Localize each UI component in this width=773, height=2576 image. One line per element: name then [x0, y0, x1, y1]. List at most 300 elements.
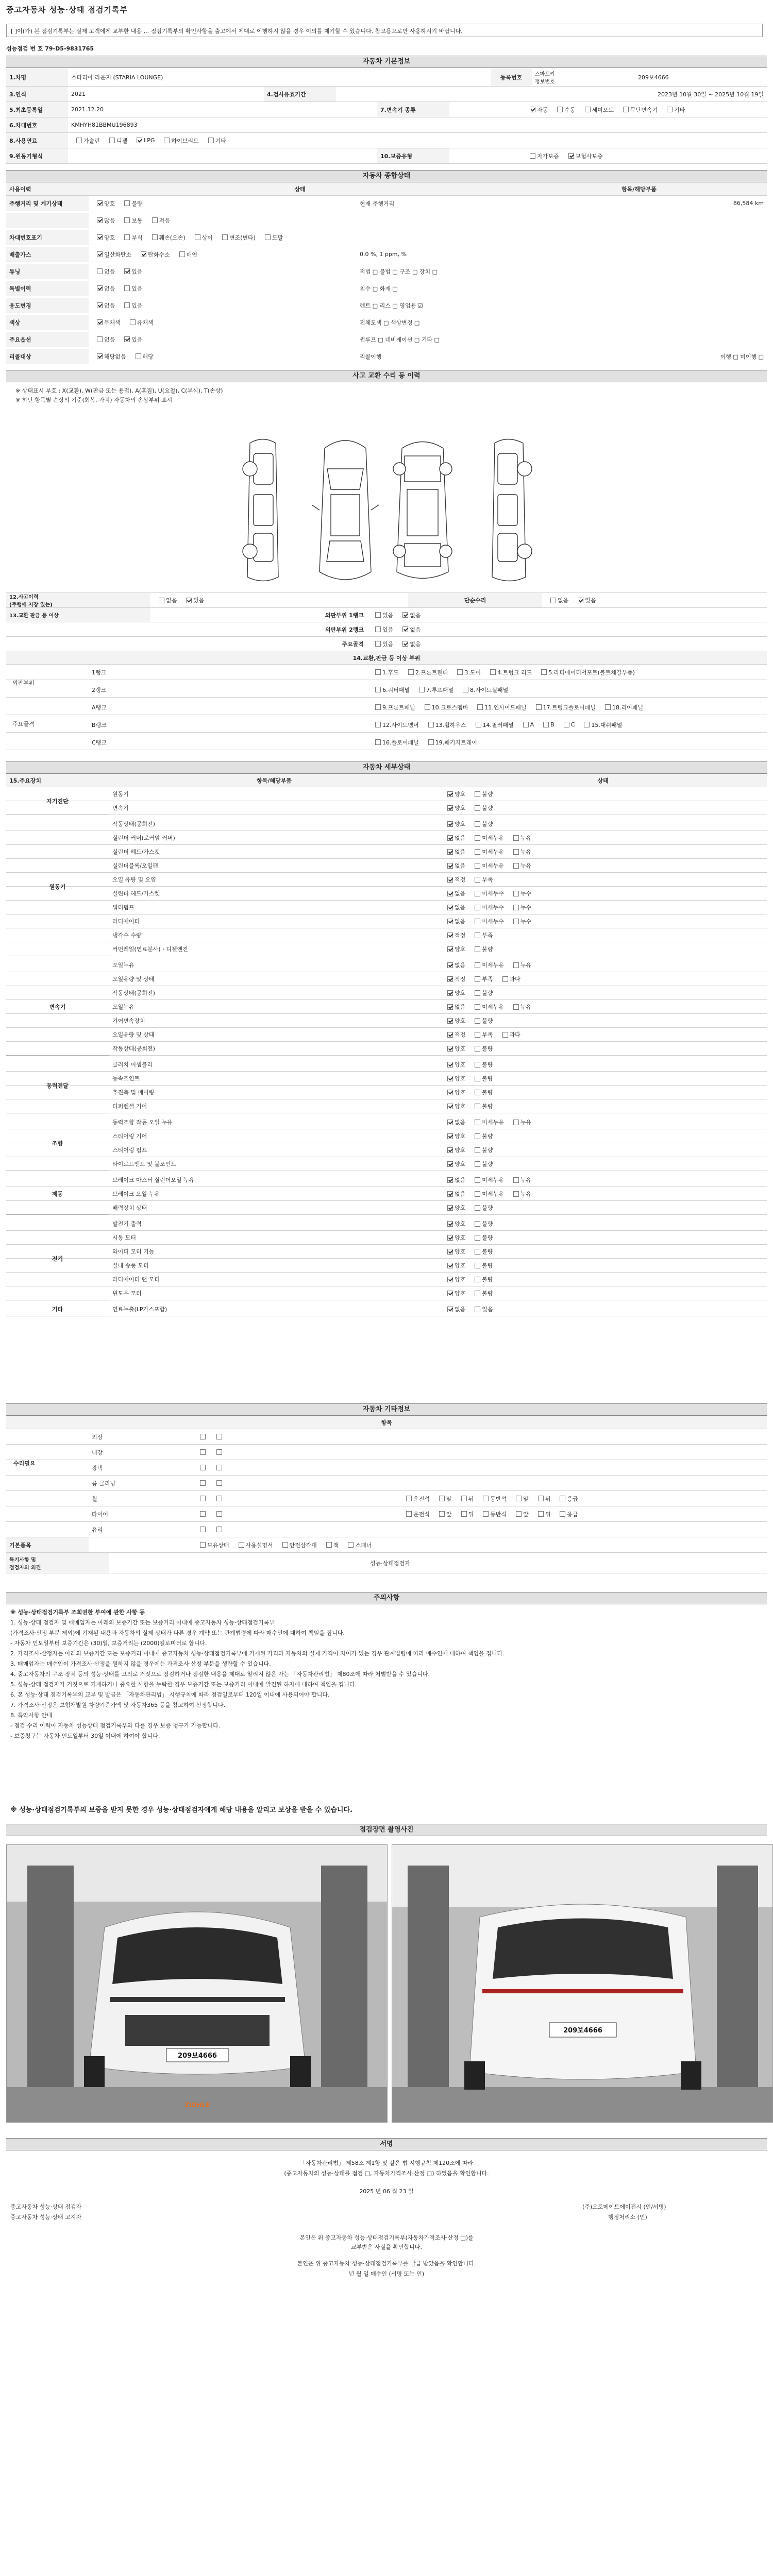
- checkbox-icon[interactable]: [475, 805, 480, 811]
- checkbox-option[interactable]: [211, 1434, 224, 1439]
- checkbox-option[interactable]: [442, 1003, 465, 1011]
- checkbox-icon[interactable]: [216, 1511, 222, 1517]
- checkbox-icon[interactable]: [475, 791, 480, 797]
- checkbox-icon[interactable]: [513, 1191, 519, 1197]
- checkbox-icon[interactable]: [667, 107, 673, 112]
- checkbox-icon[interactable]: [375, 626, 381, 632]
- checkbox-option[interactable]: [469, 1074, 493, 1082]
- checkbox-icon[interactable]: [564, 722, 569, 727]
- checkbox-option[interactable]: [370, 668, 399, 676]
- checkbox-icon[interactable]: [475, 1161, 480, 1167]
- checkbox-option[interactable]: [442, 1305, 465, 1313]
- checkbox-option[interactable]: [442, 975, 465, 983]
- checkbox-icon[interactable]: [375, 704, 381, 710]
- checkbox-option[interactable]: [508, 1176, 531, 1184]
- checkbox-option[interactable]: [442, 820, 465, 828]
- checkbox-option[interactable]: [508, 1003, 531, 1011]
- checkbox-option[interactable]: [508, 961, 531, 969]
- checkbox-icon[interactable]: [447, 1291, 453, 1296]
- checkbox-icon[interactable]: [447, 1249, 453, 1255]
- checkbox-icon[interactable]: [402, 626, 408, 632]
- checkbox-icon[interactable]: [200, 1449, 206, 1455]
- checkbox-option[interactable]: [92, 199, 115, 208]
- checkbox-option[interactable]: [485, 668, 532, 676]
- checkbox-icon[interactable]: [124, 336, 130, 342]
- checkbox-icon[interactable]: [461, 1496, 467, 1501]
- checkbox-option[interactable]: [104, 137, 127, 145]
- checkbox-option[interactable]: [508, 1190, 531, 1198]
- checkbox-option[interactable]: [195, 1465, 207, 1470]
- checkbox-option[interactable]: [469, 861, 504, 870]
- checkbox-icon[interactable]: [447, 1018, 453, 1024]
- checkbox-option[interactable]: [469, 1204, 493, 1212]
- checkbox-icon[interactable]: [541, 669, 547, 675]
- checkbox-option[interactable]: [92, 335, 115, 344]
- checkbox-icon[interactable]: [152, 234, 158, 240]
- checkbox-icon[interactable]: [475, 946, 480, 952]
- checkbox-icon[interactable]: [477, 704, 483, 710]
- checkbox-icon[interactable]: [447, 976, 453, 982]
- checkbox-option[interactable]: [469, 903, 504, 911]
- checkbox-icon[interactable]: [447, 849, 453, 855]
- checkbox-option[interactable]: [442, 861, 465, 870]
- checkbox-option[interactable]: [442, 1016, 465, 1025]
- checkbox-option[interactable]: [469, 1060, 493, 1069]
- checkbox-icon[interactable]: [475, 1307, 480, 1312]
- checkbox-icon[interactable]: [447, 1147, 453, 1153]
- checkbox-option[interactable]: [119, 199, 142, 208]
- checkbox-option[interactable]: [442, 1160, 465, 1168]
- checkbox-icon[interactable]: [216, 1449, 222, 1455]
- checkbox-option[interactable]: [472, 703, 526, 711]
- checkbox-option[interactable]: [469, 1305, 493, 1313]
- checkbox-option[interactable]: [423, 721, 466, 729]
- checkbox-option[interactable]: [174, 250, 197, 259]
- checkbox-option[interactable]: [414, 686, 453, 694]
- checkbox-option[interactable]: [442, 1247, 465, 1256]
- checkbox-icon[interactable]: [447, 1235, 453, 1241]
- checkbox-option[interactable]: [119, 284, 142, 293]
- checkbox-option[interactable]: [442, 917, 465, 925]
- checkbox-icon[interactable]: [475, 1249, 480, 1255]
- checkbox-option[interactable]: [195, 1434, 207, 1439]
- checkbox-option[interactable]: [442, 1088, 465, 1096]
- checkbox-icon[interactable]: [326, 1542, 332, 1548]
- checkbox-option[interactable]: [525, 152, 559, 160]
- checkbox-icon[interactable]: [447, 962, 453, 968]
- checkbox-option[interactable]: [442, 1204, 465, 1212]
- checkbox-icon[interactable]: [475, 1076, 480, 1081]
- checkbox-icon[interactable]: [419, 687, 425, 692]
- checkbox-icon[interactable]: [475, 1147, 480, 1153]
- checkbox-option[interactable]: [195, 1480, 207, 1486]
- checkbox-option[interactable]: [343, 1541, 372, 1549]
- checkbox-option[interactable]: [554, 1510, 578, 1518]
- checkbox-icon[interactable]: [513, 835, 519, 841]
- checkbox-icon[interactable]: [375, 722, 381, 727]
- checkbox-option[interactable]: [525, 106, 548, 114]
- checkbox-icon[interactable]: [208, 138, 214, 143]
- checkbox-icon[interactable]: [447, 1120, 453, 1125]
- checkbox-option[interactable]: [469, 1044, 493, 1053]
- checkbox-option[interactable]: [370, 611, 393, 619]
- checkbox-option[interactable]: [573, 596, 596, 604]
- checkbox-option[interactable]: [469, 1030, 493, 1039]
- checkbox-option[interactable]: [469, 931, 493, 939]
- checkbox-icon[interactable]: [375, 669, 381, 675]
- checkbox-option[interactable]: [147, 233, 186, 242]
- checkbox-icon[interactable]: [475, 821, 480, 827]
- checkbox-icon[interactable]: [475, 1018, 480, 1024]
- checkbox-option[interactable]: [469, 917, 504, 925]
- checkbox-option[interactable]: [442, 834, 465, 842]
- checkbox-icon[interactable]: [136, 353, 141, 359]
- checkbox-option[interactable]: [442, 1060, 465, 1069]
- checkbox-icon[interactable]: [475, 891, 480, 896]
- checkbox-option[interactable]: [92, 267, 115, 276]
- checkbox-icon[interactable]: [585, 107, 591, 112]
- checkbox-icon[interactable]: [476, 722, 481, 727]
- checkbox-icon[interactable]: [523, 722, 529, 727]
- checkbox-option[interactable]: [277, 1541, 317, 1549]
- checkbox-icon[interactable]: [447, 1090, 453, 1095]
- checkbox-option[interactable]: [442, 1146, 465, 1154]
- checkbox-option[interactable]: [119, 233, 142, 242]
- checkbox-icon[interactable]: [475, 1062, 480, 1067]
- checkbox-icon[interactable]: [97, 285, 103, 291]
- checkbox-option[interactable]: [397, 611, 421, 619]
- checkbox-option[interactable]: [469, 1118, 504, 1126]
- checkbox-option[interactable]: [458, 686, 508, 694]
- checkbox-icon[interactable]: [402, 641, 408, 647]
- checkbox-icon[interactable]: [483, 1496, 489, 1501]
- checkbox-option[interactable]: [469, 1146, 493, 1154]
- checkbox-icon[interactable]: [402, 612, 408, 618]
- checkbox-icon[interactable]: [447, 1263, 453, 1268]
- checkbox-option[interactable]: [71, 137, 100, 145]
- checkbox-icon[interactable]: [164, 138, 170, 143]
- checkbox-option[interactable]: [260, 233, 283, 242]
- checkbox-option[interactable]: [580, 106, 614, 114]
- checkbox-icon[interactable]: [200, 1527, 206, 1532]
- checkbox-option[interactable]: [469, 1219, 493, 1228]
- checkbox-option[interactable]: [442, 1074, 465, 1082]
- checkbox-option[interactable]: [511, 1510, 529, 1518]
- checkbox-option[interactable]: [508, 1118, 531, 1126]
- checkbox-icon[interactable]: [447, 946, 453, 952]
- checkbox-icon[interactable]: [109, 138, 115, 143]
- checkbox-icon[interactable]: [502, 976, 508, 982]
- checkbox-option[interactable]: [452, 668, 481, 676]
- checkbox-icon[interactable]: [447, 891, 453, 896]
- checkbox-option[interactable]: [469, 1190, 504, 1198]
- checkbox-option[interactable]: [434, 1495, 452, 1503]
- checkbox-icon[interactable]: [475, 1032, 480, 1038]
- checkbox-icon[interactable]: [216, 1527, 222, 1532]
- checkbox-icon[interactable]: [475, 1235, 480, 1241]
- checkbox-icon[interactable]: [97, 353, 103, 359]
- checkbox-option[interactable]: [508, 834, 531, 842]
- checkbox-option[interactable]: [456, 1510, 474, 1518]
- checkbox-option[interactable]: [442, 790, 465, 798]
- checkbox-icon[interactable]: [530, 107, 535, 112]
- checkbox-option[interactable]: [195, 1527, 207, 1532]
- checkbox-icon[interactable]: [475, 1104, 480, 1109]
- checkbox-option[interactable]: [497, 975, 520, 983]
- checkbox-option[interactable]: [211, 1527, 224, 1532]
- checkbox-icon[interactable]: [375, 612, 381, 618]
- checkbox-icon[interactable]: [200, 1480, 206, 1486]
- checkbox-option[interactable]: [403, 668, 448, 676]
- checkbox-icon[interactable]: [536, 704, 542, 710]
- checkbox-icon[interactable]: [475, 976, 480, 982]
- checkbox-icon[interactable]: [457, 669, 463, 675]
- checkbox-option[interactable]: [518, 721, 534, 728]
- checkbox-option[interactable]: [442, 1102, 465, 1110]
- checkbox-icon[interactable]: [200, 1511, 206, 1517]
- checkbox-icon[interactable]: [584, 722, 590, 727]
- checkbox-option[interactable]: [579, 721, 622, 729]
- checkbox-option[interactable]: [119, 301, 142, 310]
- checkbox-icon[interactable]: [439, 1511, 445, 1517]
- checkbox-option[interactable]: [370, 738, 419, 747]
- checkbox-option[interactable]: [469, 1275, 493, 1283]
- checkbox-option[interactable]: [469, 820, 493, 828]
- checkbox-icon[interactable]: [425, 704, 430, 710]
- checkbox-icon[interactable]: [463, 687, 468, 692]
- checkbox-icon[interactable]: [375, 687, 381, 692]
- checkbox-icon[interactable]: [605, 704, 611, 710]
- checkbox-option[interactable]: [217, 233, 256, 242]
- checkbox-option[interactable]: [511, 1495, 529, 1503]
- checkbox-option[interactable]: [662, 106, 685, 114]
- checkbox-icon[interactable]: [200, 1542, 206, 1548]
- checkbox-option[interactable]: [203, 137, 226, 145]
- checkbox-option[interactable]: [401, 1495, 430, 1503]
- checkbox-option[interactable]: [456, 1495, 474, 1503]
- checkbox-option[interactable]: [159, 137, 198, 145]
- checkbox-option[interactable]: [119, 335, 142, 344]
- checkbox-option[interactable]: [442, 903, 465, 911]
- checkbox-option[interactable]: [92, 318, 121, 327]
- checkbox-icon[interactable]: [159, 598, 164, 603]
- checkbox-icon[interactable]: [475, 835, 480, 841]
- checkbox-icon[interactable]: [428, 722, 434, 727]
- checkbox-option[interactable]: [508, 903, 531, 911]
- checkbox-option[interactable]: [469, 1088, 493, 1096]
- checkbox-option[interactable]: [370, 625, 393, 634]
- checkbox-icon[interactable]: [179, 251, 185, 257]
- checkbox-option[interactable]: [195, 1541, 229, 1549]
- checkbox-option[interactable]: [401, 1510, 430, 1518]
- checkbox-option[interactable]: [545, 596, 568, 604]
- checkbox-icon[interactable]: [447, 1277, 453, 1282]
- checkbox-option[interactable]: [442, 875, 465, 884]
- sign-sig-1[interactable]: (주)오토메이트에이전시 (인/서명): [582, 2204, 666, 2210]
- checkbox-icon[interactable]: [97, 217, 103, 223]
- checkbox-option[interactable]: [442, 1233, 465, 1242]
- checkbox-icon[interactable]: [490, 669, 496, 675]
- checkbox-icon[interactable]: [124, 268, 130, 274]
- checkbox-icon[interactable]: [447, 877, 453, 883]
- checkbox-option[interactable]: [442, 1261, 465, 1269]
- checkbox-option[interactable]: [195, 1496, 207, 1501]
- checkbox-option[interactable]: [442, 1044, 465, 1053]
- checkbox-icon[interactable]: [216, 1480, 222, 1486]
- checkbox-icon[interactable]: [97, 336, 103, 342]
- checkbox-icon[interactable]: [447, 1062, 453, 1067]
- checkbox-icon[interactable]: [447, 1133, 453, 1139]
- checkbox-icon[interactable]: [516, 1496, 522, 1501]
- checkbox-icon[interactable]: [475, 1004, 480, 1010]
- checkbox-option[interactable]: [469, 848, 504, 856]
- checkbox-option[interactable]: [563, 152, 603, 160]
- checkbox-option[interactable]: [533, 1495, 551, 1503]
- checkbox-icon[interactable]: [124, 200, 130, 206]
- checkbox-option[interactable]: [370, 703, 415, 711]
- checkbox-icon[interactable]: [200, 1496, 206, 1501]
- checkbox-option[interactable]: [136, 250, 170, 259]
- checkbox-icon[interactable]: [375, 739, 381, 745]
- checkbox-icon[interactable]: [200, 1465, 206, 1470]
- checkbox-icon[interactable]: [543, 722, 549, 727]
- checkbox-option[interactable]: [533, 1510, 551, 1518]
- checkbox-option[interactable]: [469, 804, 493, 812]
- checkbox-icon[interactable]: [538, 1496, 544, 1501]
- checkbox-icon[interactable]: [447, 863, 453, 869]
- checkbox-option[interactable]: [469, 1102, 493, 1110]
- checkbox-icon[interactable]: [447, 1307, 453, 1312]
- checkbox-option[interactable]: [370, 721, 419, 729]
- checkbox-option[interactable]: [397, 625, 421, 634]
- checkbox-option[interactable]: [469, 945, 493, 953]
- checkbox-icon[interactable]: [475, 1177, 480, 1183]
- checkbox-option[interactable]: [554, 1495, 578, 1503]
- checkbox-option[interactable]: [397, 640, 421, 648]
- checkbox-option[interactable]: [211, 1496, 224, 1501]
- checkbox-icon[interactable]: [97, 200, 103, 206]
- checkbox-icon[interactable]: [447, 933, 453, 938]
- checkbox-option[interactable]: [442, 1118, 465, 1126]
- checkbox-option[interactable]: [469, 989, 493, 997]
- checkbox-icon[interactable]: [475, 877, 480, 883]
- checkbox-option[interactable]: [442, 1132, 465, 1140]
- sign-sig-2[interactable]: 행정처리소 (인): [608, 2214, 647, 2221]
- checkbox-icon[interactable]: [513, 863, 519, 869]
- checkbox-icon[interactable]: [513, 1120, 519, 1125]
- checkbox-option[interactable]: [508, 848, 531, 856]
- checkbox-option[interactable]: [119, 216, 142, 225]
- checkbox-option[interactable]: [442, 848, 465, 856]
- checkbox-icon[interactable]: [97, 268, 103, 274]
- checkbox-icon[interactable]: [475, 1191, 480, 1197]
- checkbox-icon[interactable]: [475, 990, 480, 996]
- checkbox-icon[interactable]: [475, 849, 480, 855]
- checkbox-option[interactable]: [211, 1465, 224, 1470]
- checkbox-icon[interactable]: [439, 1496, 445, 1501]
- checkbox-icon[interactable]: [97, 302, 103, 308]
- checkbox-option[interactable]: [211, 1480, 224, 1486]
- checkbox-icon[interactable]: [513, 962, 519, 968]
- checkbox-icon[interactable]: [195, 234, 200, 240]
- checkbox-icon[interactable]: [406, 1511, 412, 1517]
- checkbox-icon[interactable]: [97, 251, 103, 257]
- checkbox-option[interactable]: [147, 216, 170, 225]
- checkbox-option[interactable]: [552, 106, 575, 114]
- checkbox-option[interactable]: [211, 1511, 224, 1517]
- checkbox-icon[interactable]: [513, 849, 519, 855]
- checkbox-icon[interactable]: [447, 835, 453, 841]
- checkbox-icon[interactable]: [265, 234, 271, 240]
- checkbox-icon[interactable]: [408, 669, 414, 675]
- checkbox-option[interactable]: [442, 1190, 465, 1198]
- checkbox-icon[interactable]: [475, 1263, 480, 1268]
- checkbox-icon[interactable]: [152, 217, 158, 223]
- checkbox-icon[interactable]: [475, 1046, 480, 1052]
- checkbox-option[interactable]: [434, 1510, 452, 1518]
- checkbox-icon[interactable]: [186, 598, 192, 603]
- checkbox-option[interactable]: [469, 875, 493, 884]
- checkbox-icon[interactable]: [502, 1032, 508, 1038]
- checkbox-icon[interactable]: [406, 1496, 412, 1501]
- checkbox-option[interactable]: [469, 1016, 493, 1025]
- checkbox-icon[interactable]: [557, 107, 563, 112]
- checkbox-icon[interactable]: [475, 863, 480, 869]
- checkbox-icon[interactable]: [97, 319, 103, 325]
- checkbox-option[interactable]: [92, 284, 115, 293]
- checkbox-icon[interactable]: [560, 1496, 565, 1501]
- checkbox-icon[interactable]: [447, 1004, 453, 1010]
- checkbox-option[interactable]: [508, 861, 531, 870]
- checkbox-icon[interactable]: [447, 1161, 453, 1167]
- checkbox-icon[interactable]: [447, 919, 453, 924]
- checkbox-option[interactable]: [181, 596, 204, 604]
- checkbox-option[interactable]: [469, 889, 504, 897]
- checkbox-icon[interactable]: [447, 990, 453, 996]
- checkbox-icon[interactable]: [141, 251, 146, 257]
- checkbox-option[interactable]: [538, 721, 554, 728]
- checkbox-icon[interactable]: [538, 1511, 544, 1517]
- checkbox-option[interactable]: [469, 1003, 504, 1011]
- checkbox-icon[interactable]: [578, 598, 583, 603]
- checkbox-icon[interactable]: [461, 1511, 467, 1517]
- checkbox-option[interactable]: [469, 975, 493, 983]
- checkbox-option[interactable]: [119, 267, 142, 276]
- checkbox-icon[interactable]: [447, 1032, 453, 1038]
- checkbox-option[interactable]: [442, 989, 465, 997]
- checkbox-icon[interactable]: [475, 933, 480, 938]
- checkbox-icon[interactable]: [375, 641, 381, 647]
- checkbox-option[interactable]: [442, 804, 465, 812]
- checkbox-icon[interactable]: [124, 285, 130, 291]
- checkbox-icon[interactable]: [513, 919, 519, 924]
- checkbox-icon[interactable]: [447, 1177, 453, 1183]
- checkbox-icon[interactable]: [124, 302, 130, 308]
- checkbox-option[interactable]: [370, 640, 393, 648]
- checkbox-option[interactable]: [92, 216, 115, 225]
- checkbox-option[interactable]: [536, 668, 635, 676]
- checkbox-option[interactable]: [233, 1541, 273, 1549]
- checkbox-icon[interactable]: [513, 905, 519, 910]
- checkbox-icon[interactable]: [239, 1542, 244, 1548]
- checkbox-option[interactable]: [531, 703, 596, 711]
- checkbox-option[interactable]: [195, 1449, 207, 1455]
- checkbox-option[interactable]: [442, 1275, 465, 1283]
- checkbox-option[interactable]: [469, 961, 504, 969]
- checkbox-option[interactable]: [442, 1030, 465, 1039]
- checkbox-icon[interactable]: [568, 153, 574, 159]
- checkbox-option[interactable]: [469, 1132, 493, 1140]
